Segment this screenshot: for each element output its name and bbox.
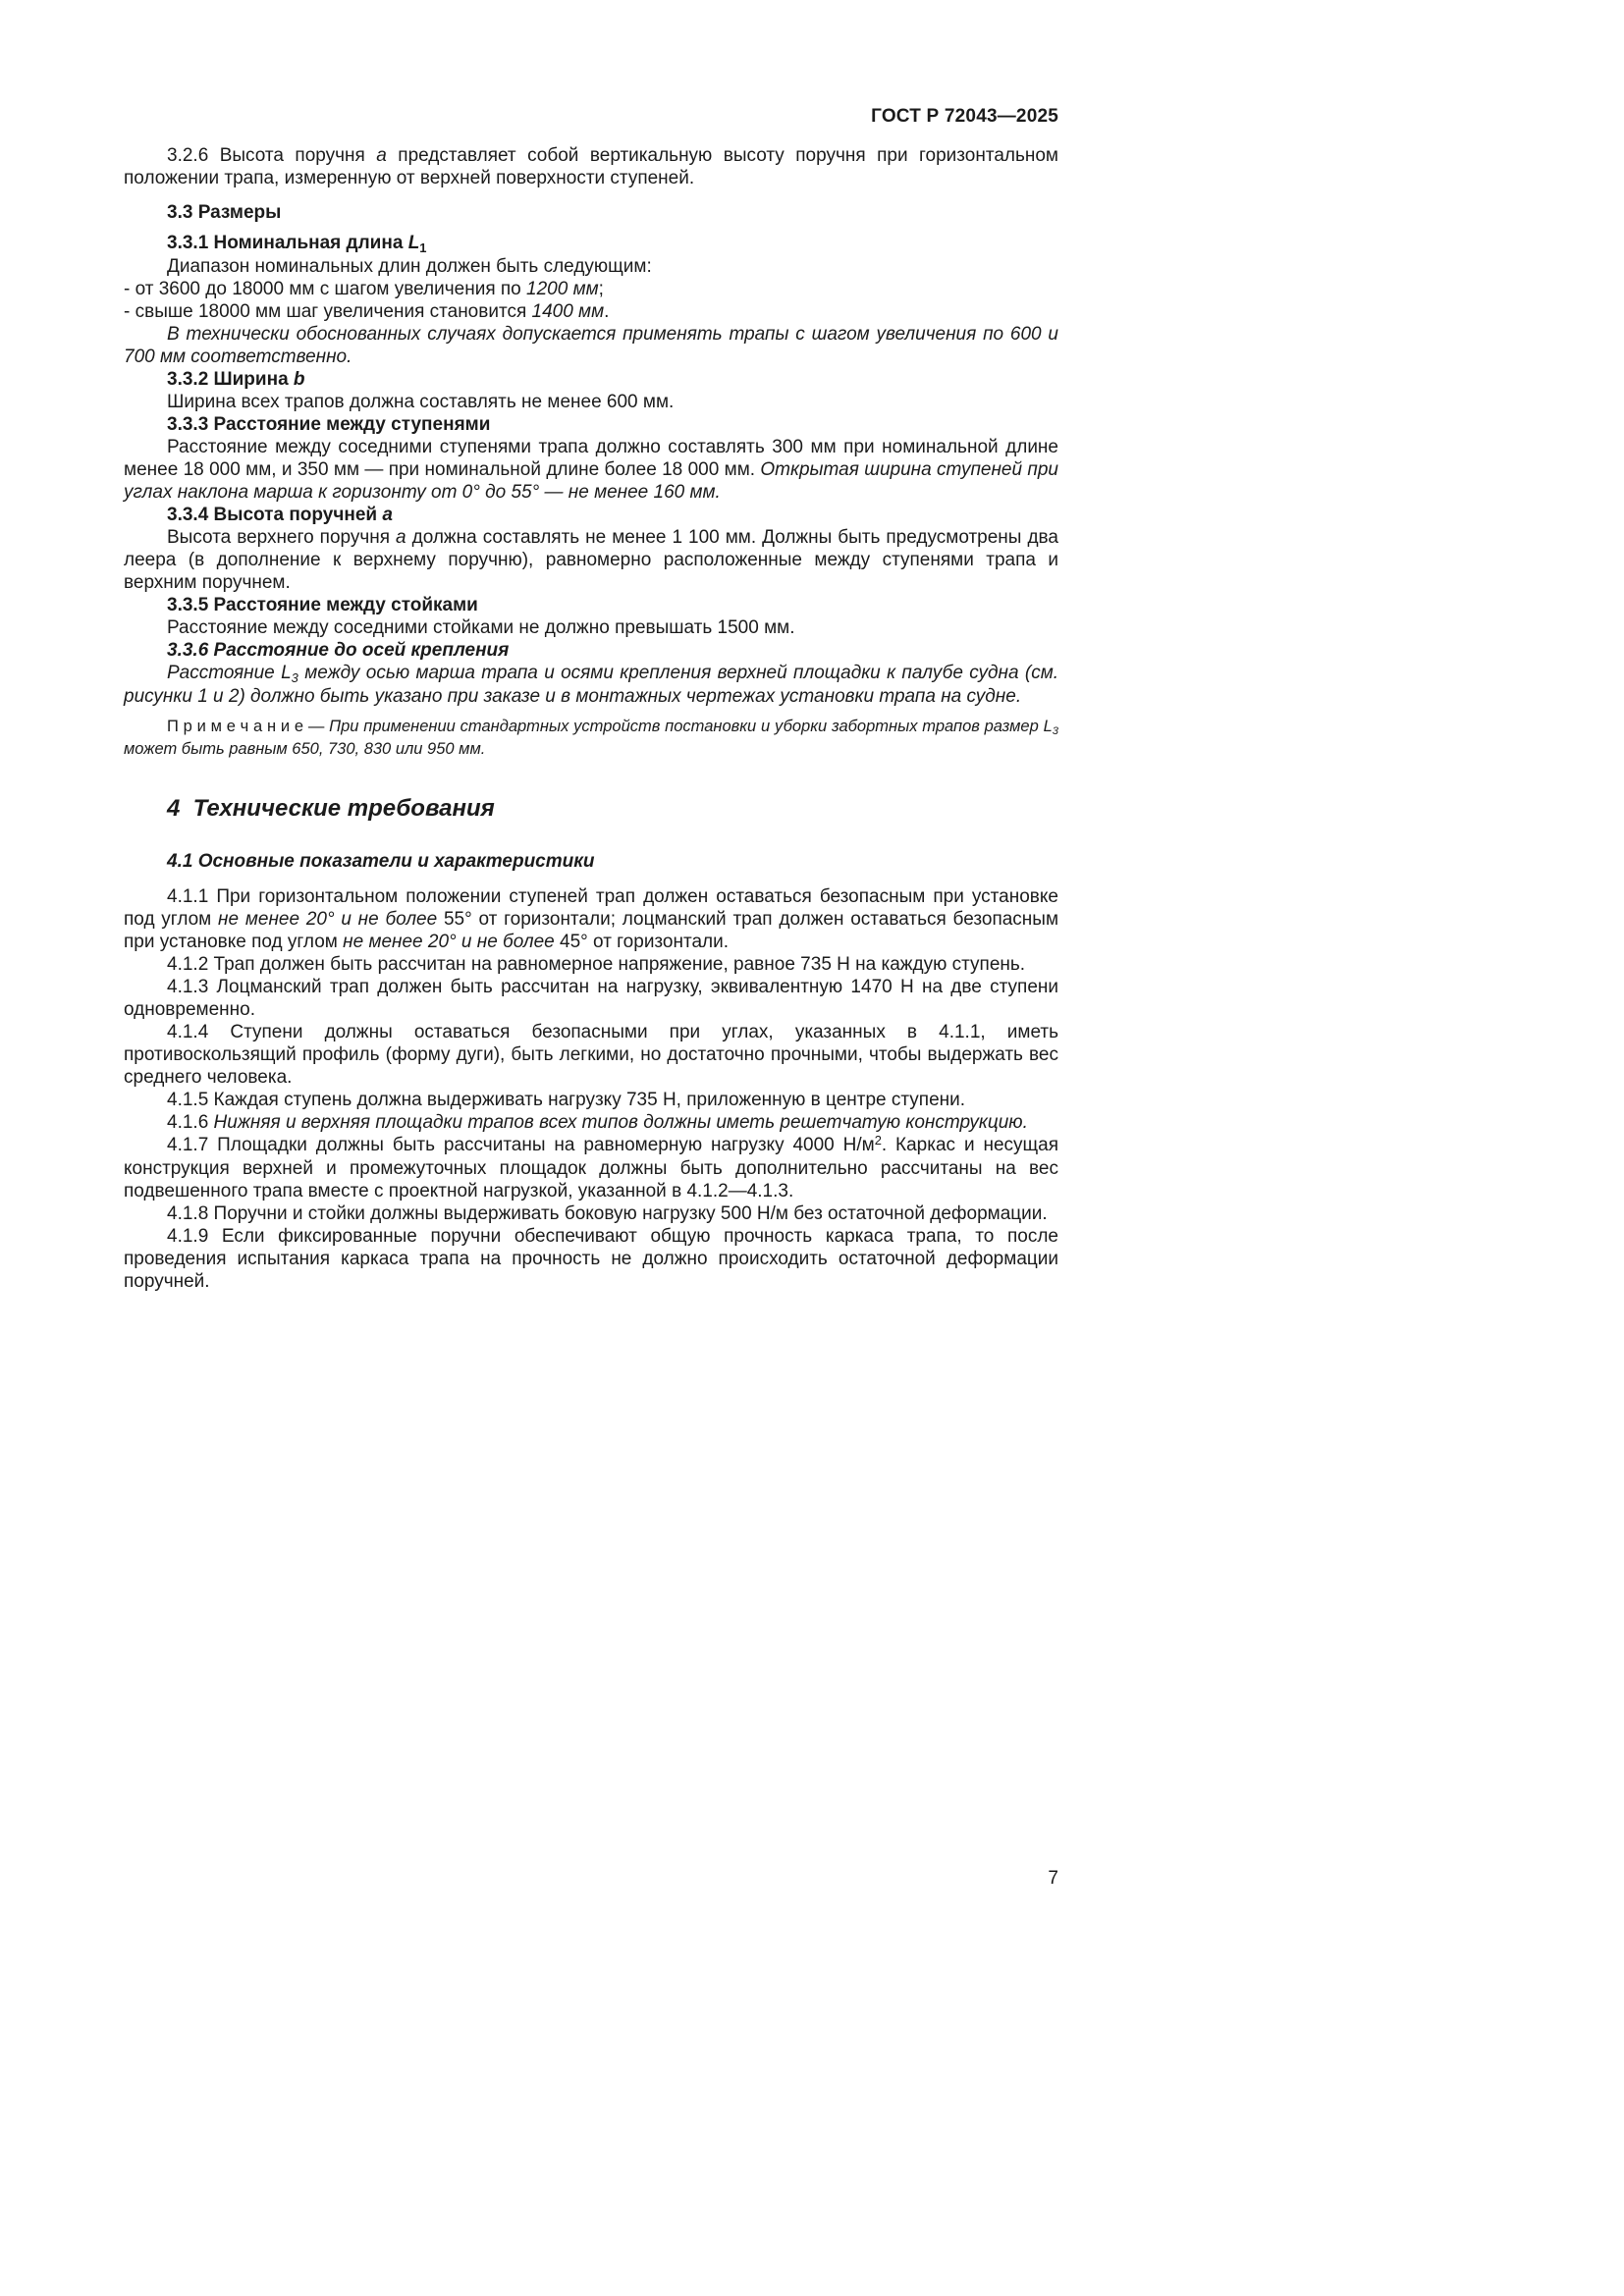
heading-3-3-sizes: [124, 201, 1058, 224]
note-standard-devices: [124, 717, 1058, 760]
text-run: а: [382, 505, 393, 525]
document-body: [124, 144, 1058, 1293]
paragraph-step-spacing: [124, 436, 1058, 504]
text-run: 4.1.6: [167, 1112, 214, 1133]
text-run: 4.1.5 Каждая ступень должна выдерживать нагрузку 735 Н, приложенную в центре ступени.: [167, 1090, 966, 1110]
text-run: 4.1 Основные показатели и характеристики: [167, 851, 595, 872]
text-run: ;: [598, 279, 604, 299]
text-run: 3.3.6 Расстояние до осей крепления: [167, 640, 510, 661]
heading-3-3-5-stanchion-spacing: [124, 594, 1058, 616]
text-run: L: [1043, 718, 1053, 735]
text-run: 3.3 Размеры: [167, 202, 282, 223]
text-run: не менее 20° и не более: [218, 909, 438, 930]
paragraph-4-1-3: [124, 976, 1058, 1021]
text-run: П р и м е ч а н и е —: [167, 718, 330, 735]
text-run: 1200 мм: [526, 279, 599, 299]
text-run: 55° от горизонтали; лоцманский трап должен оставаться безопасным при установке под углом: [124, 909, 1059, 952]
text-run: 4.1.3 Лоцманский трап должен быть рассчитан на нагрузку, эквивалентную 1470 Н на две ступени одновременно.: [124, 977, 1058, 1020]
text-run: 4.1.8 Поручни и стойки должны выдерживать боковую нагрузку 500 Н/м без остаточной деформации.: [167, 1203, 1048, 1224]
text-run: представляет собой вертикальную высоту поручня при горизонтальном положении трапа, измеренную от верхней поверхности ступеней.: [124, 145, 1058, 188]
text-run: Ширина всех трапов должна составлять не менее 600 мм.: [167, 392, 675, 412]
text-run: может быть равным 650, 730, 830 или 950 мм.: [124, 740, 486, 758]
paragraph-4-1-9: [124, 1225, 1058, 1293]
paragraph-width-requirement: [124, 391, 1058, 413]
text-run: - свыше 18000 мм шаг увеличения становится: [124, 301, 532, 322]
text-run: 4.1.2 Трап должен быть рассчитан на равномерное напряжение, равное 735 Н на каждую ступень.: [167, 954, 1026, 975]
text-run: 45° от горизонтали.: [554, 932, 730, 952]
paragraph-4-1-4: [124, 1021, 1058, 1089]
paragraph-4-1-7: [124, 1134, 1058, 1202]
text-run: 4.1.1 При горизонтальном положении ступеней трап должен оставаться безопасным при установке под углом: [124, 886, 1058, 930]
paragraph-step-exception: [124, 323, 1058, 368]
text-run: Расстояние между соседними стойками не должно превышать 1500 мм.: [167, 617, 795, 638]
text-run: должна составлять не менее 1 100 мм. Должны быть предусмотрены два леера (в дополнение к верхнему поручню), равномерно расположенные между ступенями трапа и верхним поручнем.: [124, 527, 1058, 593]
text-run: Высота верхнего поручня: [167, 527, 397, 548]
text-run: 3: [1052, 725, 1058, 738]
paragraph-4-1-6: [124, 1111, 1058, 1134]
text-run: 3.2.6 Высота поручня: [167, 145, 377, 166]
text-run: 4.1.7 Площадки должны быть рассчитаны на равномерную нагрузку 4000 Н/м: [167, 1135, 875, 1155]
page-number: 7: [1048, 1868, 1058, 1889]
text-run: а: [396, 527, 406, 548]
paragraph-handrail-height: [124, 526, 1058, 594]
heading-section-4-technical-requirements: [124, 795, 1058, 823]
paragraph-length-range-intro: [124, 255, 1058, 278]
text-run: 4.1.9 Если фиксированные поручни обеспечивают общую прочность каркаса трапа, то после проведения испытания каркаса трапа на прочность не должно происходить остаточной деформации поручней.: [124, 1226, 1058, 1292]
text-run: Открытая ширина ступеней при углах наклона марша к горизонту от 0° до 55° — не менее 160 мм.: [124, 459, 1058, 503]
text-run: Нижняя и верхняя площадки трапов всех типов должны иметь решетчатую конструкцию.: [213, 1112, 1028, 1133]
text-run: 4.1.4 Ступени должны оставаться безопасными при углах, указанных в 4.1.1, иметь противоскользящий профиль (форму дуги), быть легкими, но достаточно прочными, чтобы выдержать вес среднего человека.: [124, 1022, 1058, 1088]
paragraph-4-1-2: [124, 953, 1058, 976]
text-run: 3: [291, 669, 298, 685]
text-run: 4 Технические требования: [167, 795, 495, 822]
text-run: b: [293, 369, 305, 390]
text-run: L: [281, 663, 292, 683]
text-run: Расстояние между соседними ступенями трапа должно составлять 300 мм при номинальной длине менее 18 000 мм, и 350 мм — при номинальной длине более 18 000 мм.: [124, 437, 1058, 480]
text-run: 3.3.1 Номинальная длина: [167, 233, 408, 253]
heading-3-3-1-nominal-length: [124, 232, 1058, 255]
document-code: ГОСТ Р 72043—2025: [871, 106, 1058, 127]
heading-3-3-4-handrail-height: [124, 504, 1058, 526]
text-run: .: [604, 301, 610, 322]
text-run: 3.3.3 Расстояние между ступенями: [167, 414, 491, 435]
paragraph-fixing-axes: [124, 662, 1058, 708]
paragraph-stanchion-spacing: [124, 616, 1058, 639]
text-run: не менее 20° и не более: [343, 932, 555, 952]
text-run: 1400 мм: [531, 301, 605, 322]
text-run: 3.3.5 Расстояние между стойками: [167, 595, 478, 615]
text-run: между осью марша трапа и осями крепления верхней площадки к палубе судна (см. рисунки 1 и 2) должно быть указано при заказе и в монтажных чертежах установки трапа на судне.: [124, 663, 1058, 707]
heading-3-3-2-width: [124, 368, 1058, 391]
text-run: L: [407, 233, 420, 253]
paragraph-4-1-5: [124, 1089, 1058, 1111]
heading-4-1-main-characteristics: [124, 850, 1058, 873]
heading-3-3-6-fixing-axes: [124, 639, 1058, 662]
text-run: - от 3600 до 18000 мм с шагом увеличения по: [124, 279, 527, 299]
paragraph-4-1-8: [124, 1202, 1058, 1225]
list-item-step-1200: [124, 278, 1058, 300]
text-run: Диапазон номинальных длин должен быть следующим:: [167, 256, 652, 277]
text-run: 1: [419, 240, 427, 255]
text-run: 2: [874, 1133, 882, 1148]
text-run: 3.3.4 Высота поручней: [167, 505, 383, 525]
text-run: а: [376, 145, 387, 166]
text-run: Расстояние: [167, 663, 282, 683]
text-run: 3.3.2 Ширина: [167, 369, 294, 390]
text-run: В технически обоснованных случаях допускается применять трапы с шагом увеличения по 600 и 700 мм соответственно.: [124, 324, 1058, 367]
text-run: При применении стандартных устройств постановки и уборки забортных трапов размер: [329, 718, 1044, 735]
paragraph-3-2-6: [124, 144, 1058, 189]
text-run: . Каркас и несущая конструкция верхней и промежуточных площадок должны быть дополнительно рассчитаны на вес подвешенного трапа вместе с проектной нагрузкой, указанной в 4.1.2—4.1.3.: [124, 1135, 1058, 1201]
list-item-step-1400: [124, 300, 1058, 323]
paragraph-4-1-1: [124, 885, 1058, 953]
heading-3-3-3-step-spacing: [124, 413, 1058, 436]
